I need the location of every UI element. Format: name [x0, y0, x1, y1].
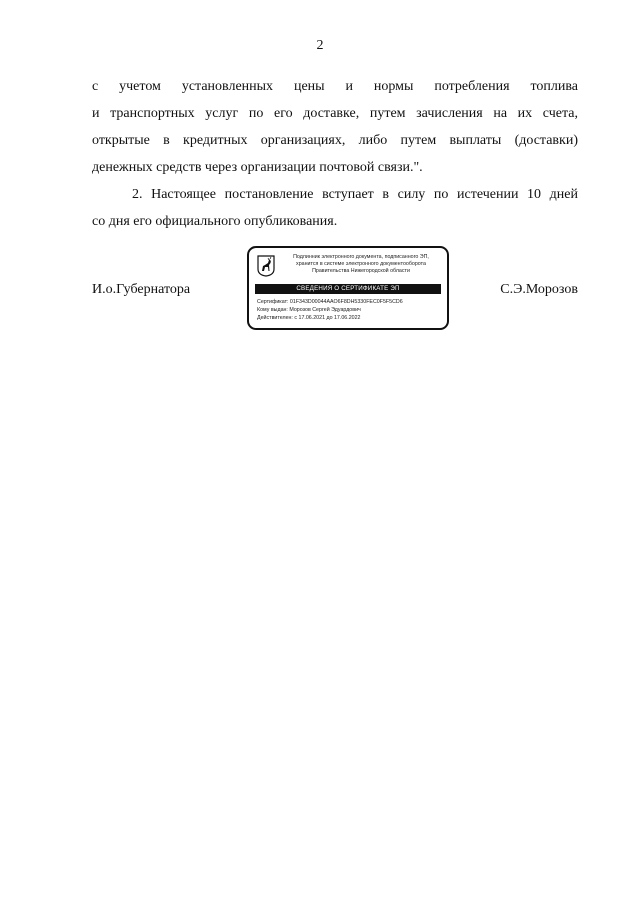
stamp-header-line: Подлинник электронного документа, подписанного ЭП, [293, 254, 429, 260]
certificate-validity: Действителен: с 17.06.2021 до 17.06.2022 [257, 315, 361, 321]
stamp-certificate-bar: СВЕДЕНИЯ О СЕРТИФИКАТЕ ЭП [255, 284, 441, 294]
deer-emblem-icon [257, 255, 275, 277]
e-signature-stamp [247, 246, 449, 330]
certificate-owner: Кому выдан: Морозов Сергей Эдуардович [257, 307, 361, 313]
stamp-header [277, 254, 445, 275]
stamp-details [257, 298, 443, 322]
document-body [92, 73, 578, 235]
signatory-name: С.Э.Морозов [500, 282, 578, 297]
stamp-header-line: Правительства Нижегородской области [312, 268, 410, 274]
body-line-2: и транспортных услуг по его доставке, путем зачисления на их счета, [92, 106, 578, 121]
page-number: 2 [316, 38, 324, 53]
body-line-5: 2. Настоящее постановление вступает в силу по истечении 10 дней [132, 187, 578, 202]
stamp-header-line: хранится в системе электронного документооборота [296, 261, 426, 267]
certificate-number: Сертификат: 01F343D00044AAO6F8DH5330FEC0F5F5CD6 [257, 299, 403, 305]
signatory-title: И.о.Губернатора [92, 282, 191, 297]
body-line-4: денежных средств через организации почтовой связи.". [92, 160, 423, 175]
body-line-1: с учетом установленных цены и нормы потребления топлива [92, 79, 578, 94]
body-line-3: открытые в кредитных организациях, либо путем выплаты (доставки) [92, 133, 578, 148]
body-line-6: со дня его официального опубликования. [92, 214, 338, 229]
